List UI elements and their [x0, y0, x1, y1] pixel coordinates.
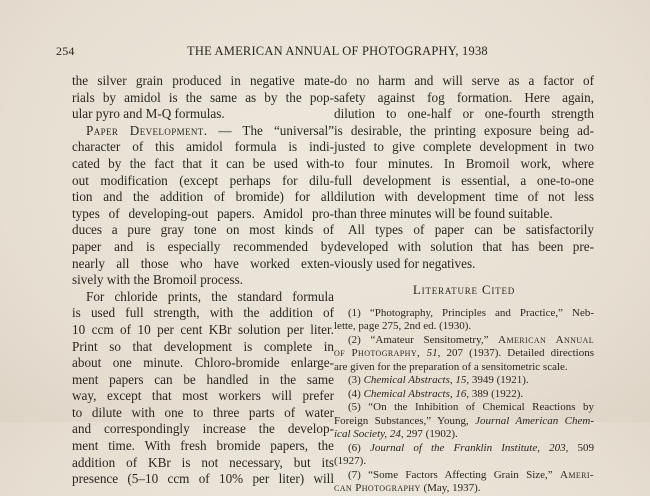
- reference-6-cont: (1927).: [334, 455, 367, 468]
- text-line: developed with solution that has been pre-: [334, 238, 594, 254]
- text-line: justed to give complete development in two: [334, 139, 594, 155]
- text-line: full development is essential, a one-to-one: [334, 172, 594, 188]
- text-line: dilution to one-half or one-fourth strength: [334, 106, 594, 122]
- text-line: ment papers can be handled in the same: [72, 371, 334, 387]
- text-line: to four minutes. In Bromoil work, where: [334, 155, 594, 171]
- text-line: sively with the Bromoil process.: [72, 272, 244, 288]
- reference-7-cont: can Photography (May, 1937).: [334, 482, 481, 495]
- references-list: [334, 307, 594, 496]
- text-line: dilution with development time of not less: [334, 189, 594, 205]
- reference-7: (7) “Some Factors Affecting Grain Size,” Ameri-: [348, 468, 594, 481]
- text-line: viously used for negatives.: [334, 255, 476, 271]
- running-title: THE AMERICAN ANNUAL OF PHOTOGRAPHY, 1938: [187, 44, 488, 58]
- text-line: than three minutes will be found suitable.: [334, 205, 553, 221]
- text-line: do no harm and will serve as a factor of: [334, 73, 594, 88]
- text-line: nearly all those who have worked exten-: [72, 255, 334, 271]
- reference-2-cont: of Photography, 51, 207 (1937). Detailed directions: [334, 347, 594, 360]
- text-line: character of this amidol formula is indi-: [72, 139, 334, 155]
- text-line: about one minute. Chloro-bromide enlarge-: [72, 355, 334, 371]
- text-line: the silver grain produced in negative mate-: [72, 73, 334, 88]
- reference-6: (6) Journal of the Franklin Institute, 203, 509: [348, 441, 595, 454]
- text-line: cated by the fact that it can be used with-: [72, 155, 334, 171]
- left-column: [72, 73, 334, 488]
- text-line: 10 ccm of 10 per cent KBr solution per liter.: [72, 321, 334, 337]
- text-line: rials by amidol is the same as by the pop-: [72, 89, 334, 105]
- text-line: ment time. With fresh bromide papers, the: [72, 438, 334, 454]
- text-line: paper and is especially recommended by: [72, 238, 334, 254]
- reference-1-cont: lette, page 275, 2nd ed. (1930).: [334, 320, 472, 333]
- reference-1: (1) “Photography, Principles and Practice,” Neb-: [348, 306, 594, 319]
- reference-5: (5) “On the Inhibition of Chemical Reactions by: [348, 401, 594, 414]
- text-line: addition of KBr is not necessary, but its: [72, 454, 334, 470]
- text-line: is desirable, the printing exposure being ad-: [334, 122, 594, 138]
- text-line: For chloride prints, the standard formula: [86, 288, 334, 304]
- text-line: tion and the addition of bromide) for all: [72, 189, 334, 205]
- text-line: ular pyro and M-Q formulas.: [72, 106, 225, 122]
- text-line: out modification (except perhaps for dilu-: [72, 172, 334, 188]
- page-number: 254: [56, 44, 75, 58]
- right-column: [334, 73, 594, 496]
- text-line: and correspondingly increase the develop-: [72, 421, 334, 437]
- literature-cited-heading: Literature Cited: [412, 282, 516, 298]
- paper-development-paragraph-start: Paper Development. — The “universal”: [86, 122, 334, 138]
- text-line: Print so that development is complete in: [72, 338, 334, 354]
- text-line: is used full strength, with the addition of: [72, 305, 334, 321]
- reference-2: (2) “Amateur Sensitometry,” American Annual: [348, 333, 594, 346]
- text-line: All types of paper can be satisfactorily: [348, 222, 594, 238]
- section-run-in-heading: Paper Development.: [86, 122, 208, 138]
- reference-3: (3) Chemical Abstracts, 15, 3949 (1921).: [348, 374, 529, 387]
- text-line: presence (5–10 ccm of 10% per liter) will: [72, 471, 334, 487]
- reference-2-cont: are given for the preparation of a sensitometric scale.: [334, 360, 568, 373]
- reference-4: (4) Chemical Abstracts, 16, 389 (1922).: [348, 387, 524, 400]
- reference-5-cont: Foreign Substances,” Young, Journal American Chem-: [334, 414, 594, 427]
- text-line: safety against fog formation. Here again,: [334, 89, 594, 105]
- text-line: to dilute with one to three parts of water: [72, 404, 334, 420]
- text-line: duces a pure gray tone on most kinds of: [72, 222, 334, 238]
- text-line: types of developing-out papers. Amidol pro-: [72, 205, 334, 221]
- text-line: way, except that most workers will prefer: [72, 388, 334, 404]
- reference-5-cont: ical Society, 24, 297 (1902).: [334, 428, 458, 441]
